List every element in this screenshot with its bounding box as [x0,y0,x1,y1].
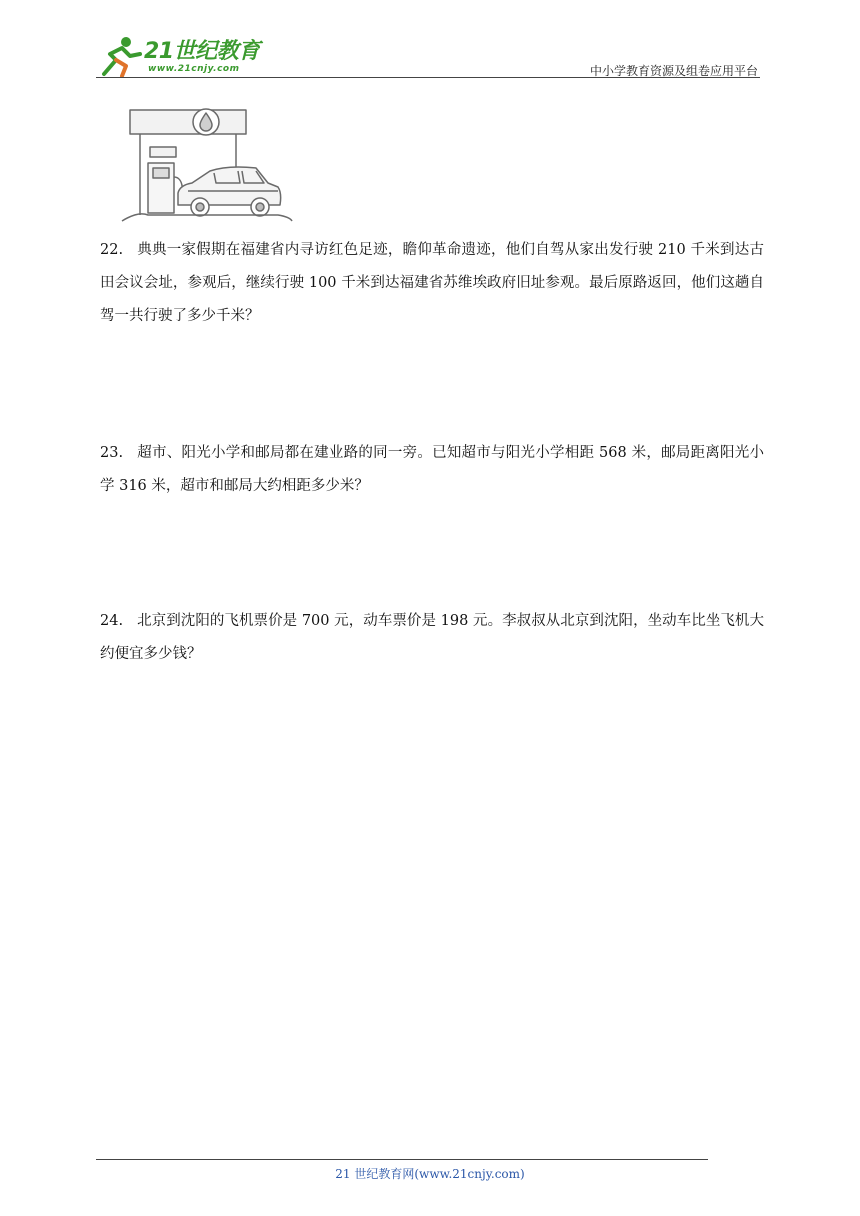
question-24 [100,605,764,671]
page-header [96,32,760,80]
logo-text: 21世纪教育 [144,39,260,64]
question-text: 超市、阳光小学和邮局都在建业路的同一旁。已知超市与阳光小学相距 568 米，邮局距离阳光小学 316 米，超市和邮局大约相距多少米？ [100,445,764,494]
question-number: 22. [100,242,124,258]
question-text: 北京到沈阳的飞机票价是 700 元，动车票价是 198 元。李叔叔从北京到沈阳，坐动车比坐飞机大约便宜多少钱？ [100,613,764,662]
site-logo[interactable] [96,34,266,78]
question-text: 典典一家假期在福建省内寻访红色足迹，瞻仰革命遗迹，他们自驾从家出发行驶 210 千米到达古田会议会址，参观后，继续行驶 100 千米到达福建省苏维埃政府旧址参观。最后原路返回，他们这趟自驾一共行驶了多少千米？ [100,242,764,324]
question-number: 24. [100,613,124,629]
footer-link[interactable]: 21 世纪教育网(www.21cnjy.com) [335,1167,525,1181]
question-23 [100,437,764,503]
footer-divider [96,1159,708,1160]
logo-url: www.21cnjy.com [148,64,240,74]
gas-station-with-car-icon [118,105,298,225]
header-divider [96,77,760,78]
header-slogan: 中小学教育资源及组卷应用平台 [589,64,758,78]
question-number: 23. [100,445,124,461]
question-22 [100,234,764,333]
runner-logo-icon [96,34,146,78]
